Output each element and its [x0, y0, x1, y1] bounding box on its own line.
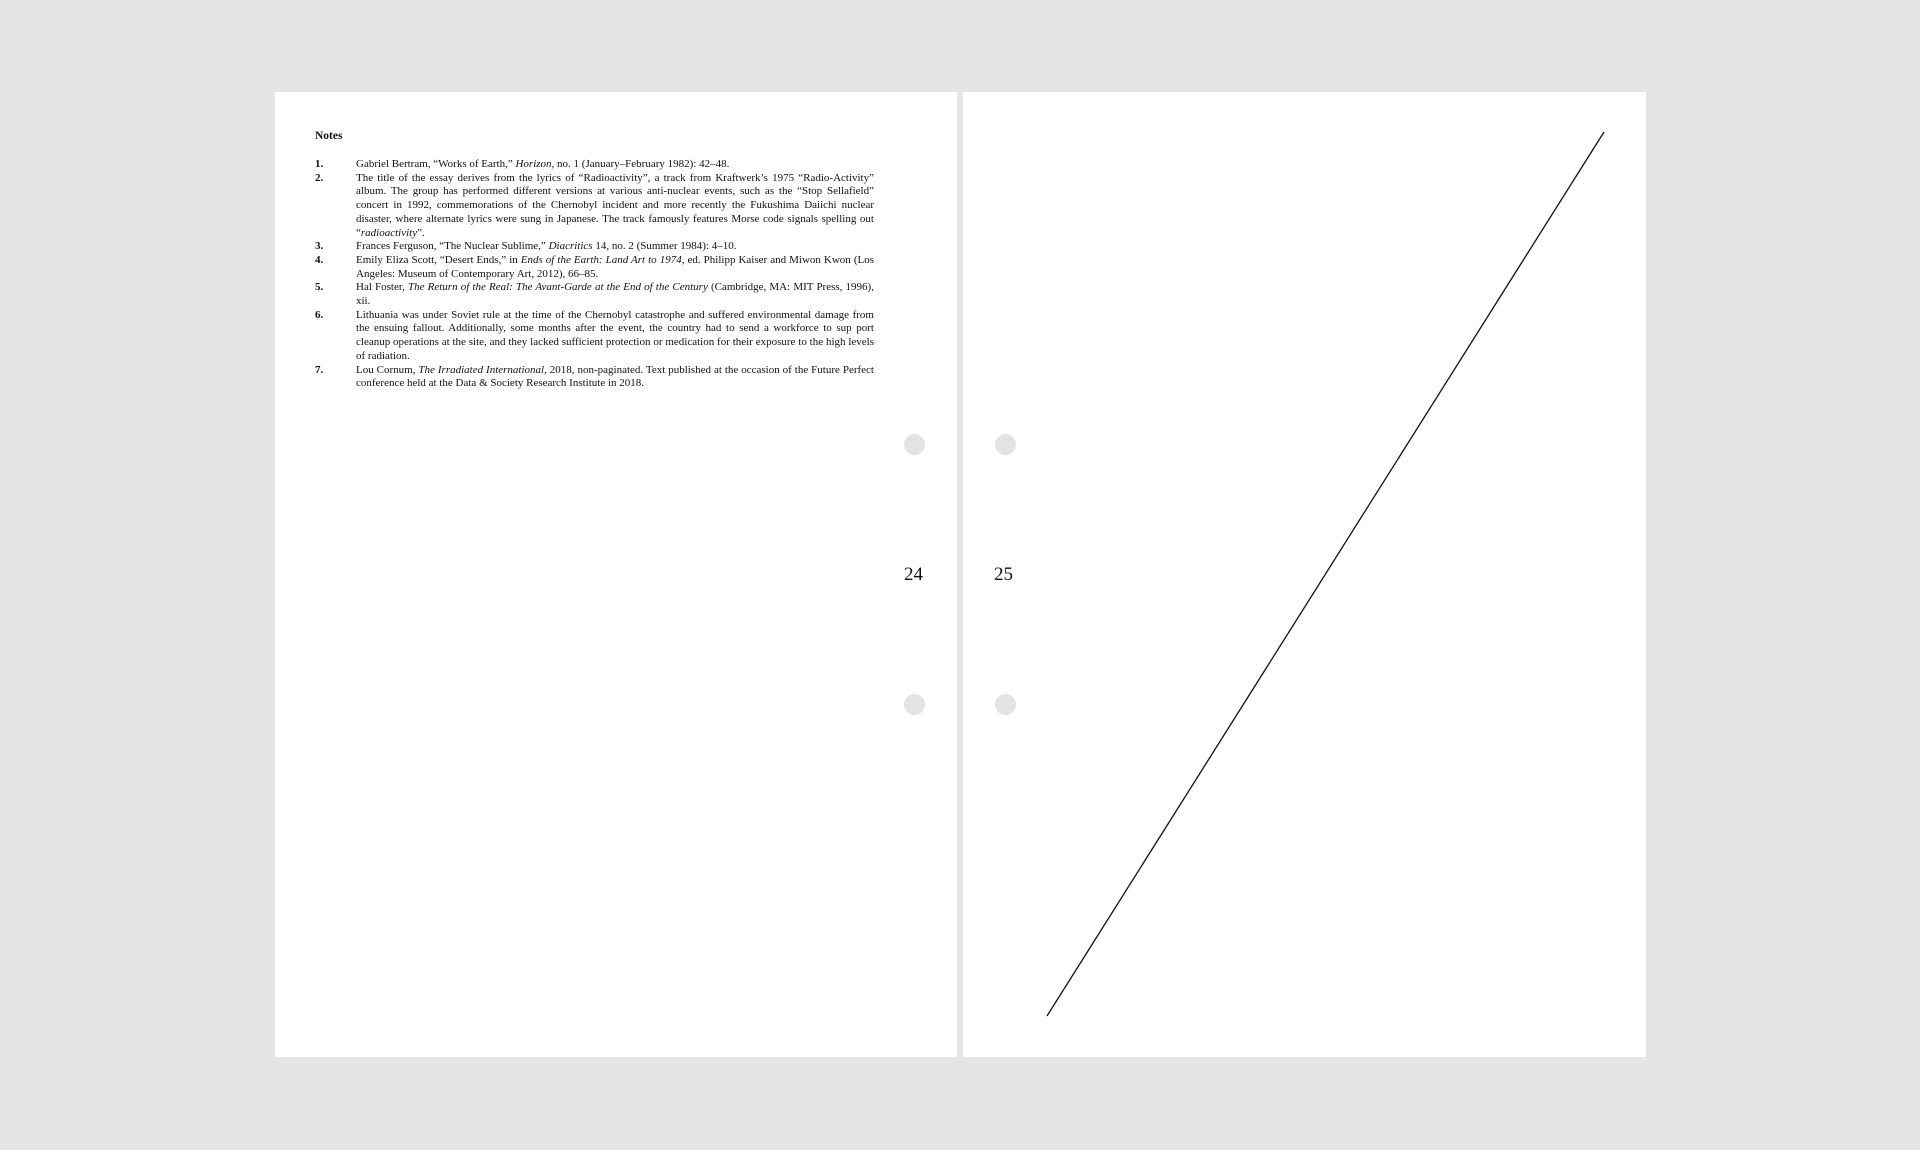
note-item [315, 309, 874, 364]
note-number: 2. [315, 171, 324, 184]
note-text [356, 364, 874, 391]
right-page [963, 92, 1646, 1057]
note-text [356, 281, 874, 308]
binder-hole-bottom-right [995, 694, 1016, 715]
note-segment: The title of the essay derives from the lyrics of “Radioactivity”, a track from Kraftwerk’s 1975 “Radio-Activity” album. The group has performed different versions at various anti-nuclear events, such as the “Stop Sellafield” concert in 1992, commemorations of the Chernobyl incident and more recently the Fukushima Daiichi nuclear disaster, where alternate lyrics were sung in Japanese. The track famously features Morse code signals spelling out “ [356, 171, 874, 239]
note-segment: Lithuania was under Soviet rule at the time of the Chernobyl catastrophe and suffered environmental damage from the ensuing fallout. Additionally, some months after the event, the country had to send a workforce to sup port cleanup operations at the site, and they lacked sufficient protection or medication for their exposure to the high levels of radiation. [356, 308, 874, 362]
note-item [315, 281, 874, 308]
notes-heading: Notes [315, 130, 343, 142]
note-text [356, 172, 874, 241]
note-number: 4. [315, 253, 324, 266]
note-segment: , no. 1 (January–February 1982): 42–48. [551, 158, 730, 170]
page-number-left: 24 [904, 564, 923, 585]
note-segment: Lou Cornum, [356, 363, 419, 376]
note-number: 6. [315, 308, 324, 321]
note-item [315, 364, 874, 391]
note-number: 5. [315, 281, 324, 294]
note-segment: ”. [417, 226, 425, 239]
binder-hole-bottom-left [904, 694, 925, 715]
note-item [315, 172, 874, 241]
note-segment: Frances Ferguson, “The Nuclear Sublime,” [356, 240, 549, 253]
note-text [356, 240, 874, 254]
left-page [275, 92, 957, 1057]
note-title-italic: The Irradiated International [418, 363, 545, 376]
note-text [356, 254, 874, 281]
note-number: 1. [315, 158, 324, 170]
note-title-italic: radioactivity [360, 226, 418, 239]
note-segment: Hal Foster, [356, 281, 408, 294]
note-title-italic: Horizon [515, 158, 552, 170]
note-title-italic: The Return of the Real: The Avant-Garde at the End of the Century [407, 281, 708, 294]
page-number-right: 25 [994, 564, 1013, 585]
note-title-italic: Ends of the Earth: Land Art to 1974 [520, 253, 682, 266]
note-title-italic: Diacritics [548, 240, 593, 253]
binder-hole-top-right [995, 434, 1016, 455]
note-item [315, 240, 874, 254]
note-segment: (Cambridge, MA: MIT Press, 1996), xii. [356, 281, 874, 308]
notes-list [315, 158, 874, 391]
binder-hole-top-left [904, 434, 925, 455]
note-segment: , 2018, non-paginated. Text published at the occasion of the Future Perfect conference held at the Data & Society Research Institute in 2018. [356, 363, 874, 390]
note-segment: Gabriel Bertram, “Works of Earth,” [356, 158, 516, 170]
diagonal-line [963, 92, 1646, 1057]
note-text [356, 309, 874, 364]
note-item [315, 254, 874, 281]
note-segment: , ed. Philipp Kaiser and Miwon Kwon (Los Angeles: Museum of Contemporary Art, 2012), 66–85. [356, 253, 874, 280]
note-number: 3. [315, 240, 324, 253]
note-number: 7. [315, 363, 324, 376]
note-segment: 14, no. 2 (Summer 1984): 4–10. [592, 240, 737, 253]
note-item [315, 158, 874, 172]
note-text [356, 158, 874, 172]
note-segment: Emily Eliza Scott, “Desert Ends,” in [356, 253, 521, 266]
